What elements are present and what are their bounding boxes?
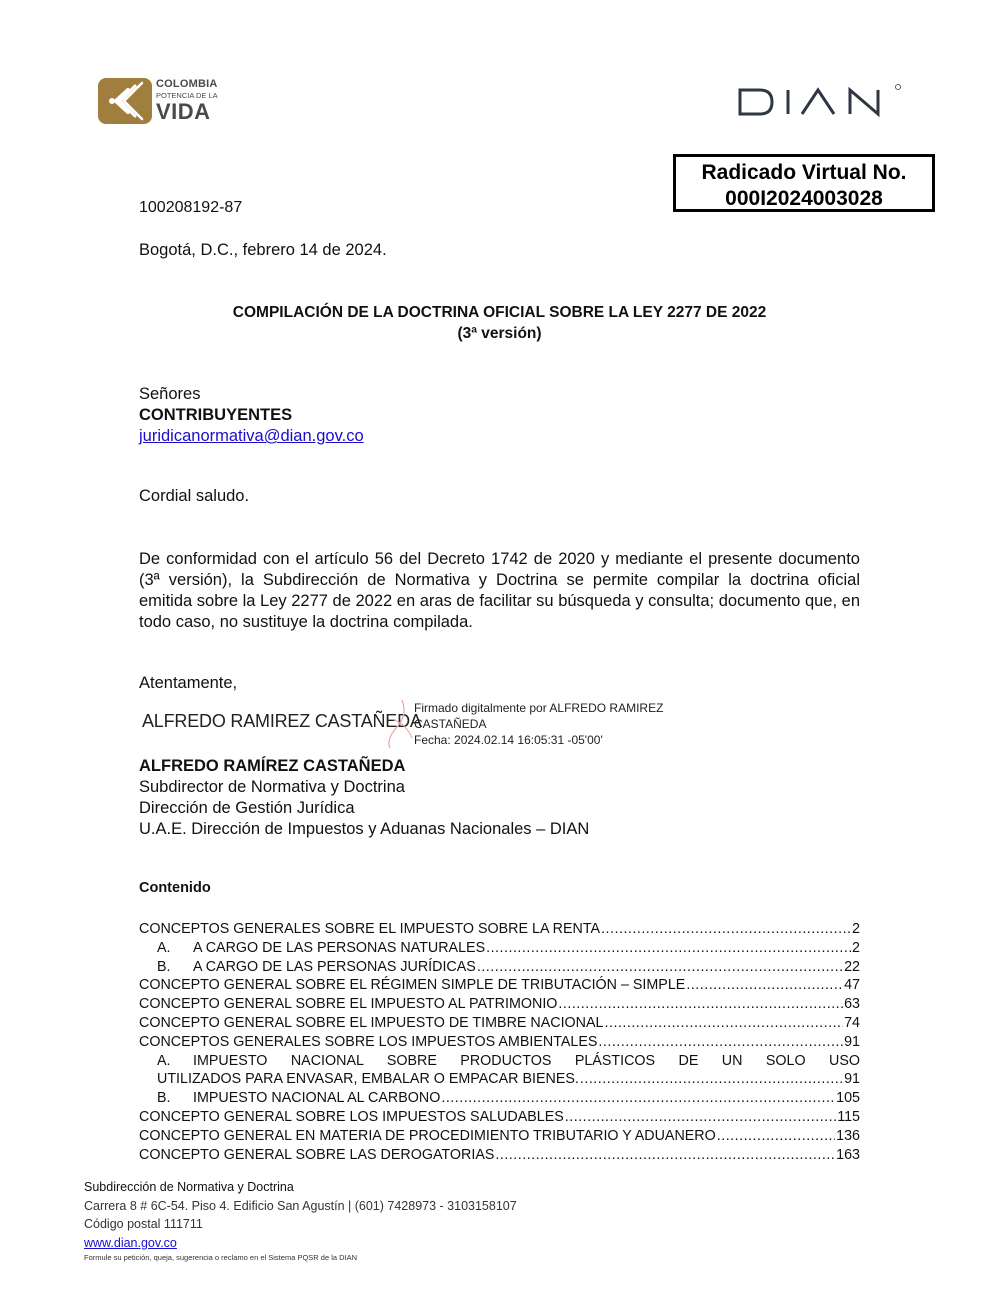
radicado-number: 000I2024003028 [725,187,883,210]
toc-entry-page: 91 [844,1071,860,1088]
toc-entry-page: 163 [836,1146,860,1163]
toc-entry-page: 74 [844,1014,860,1031]
toc-entry-text: CONCEPTO GENERAL EN MATERIA DE PROCEDIMIENTO TRIBUTARIO Y ADUANERO [139,1127,716,1144]
footer-title: Subdirección de Normativa y Doctrina [84,1180,294,1194]
signature-name: ALFREDO RAMIREZ CASTAÑEDA [142,711,422,731]
toc-heading: Contenido [139,880,211,896]
toc-entry-text: CONCEPTO GENERAL SOBRE EL IMPUESTO DE TIMBRE NACIONAL [139,1014,604,1031]
signature-info-line1: Firmado digitalmente por ALFREDO RAMIREZ [414,701,664,715]
toc-entry-text: CONCEPTO GENERAL SOBRE LOS IMPUESTOS SALUDABLES [139,1108,564,1125]
toc-entry[interactable] [139,939,860,958]
signer-block [139,756,589,840]
toc-entry[interactable] [139,920,860,939]
toc-entry-page: 136 [836,1127,860,1144]
signature-info-line3: Fecha: 2024.02.14 16:05:31 -05'00' [414,733,603,747]
toc-entry-text: UTILIZADOS PARA ENVASAR, EMBALAR O EMPACAR BIENES. [157,1071,579,1088]
toc-entry-letter: A. [157,939,171,956]
toc-entry-text: A CARGO DE LAS PERSONAS NATURALES [193,939,486,956]
addressee-name: CONTRIBUYENTES [139,406,293,424]
toc-entry-text: CONCEPTO GENERAL SOBRE LAS DEROGATORIAS [139,1146,495,1163]
toc-entry[interactable] [139,995,860,1014]
dian-logo [738,82,904,127]
signer-name: ALFREDO RAMÍREZ CASTAÑEDA [139,757,406,775]
toc-entry-text: A CARGO DE LAS PERSONAS JURÍDICAS [193,958,476,975]
toc-entry-page: 22 [844,958,860,975]
toc-entry-text: CONCEPTO GENERAL SOBRE EL IMPUESTO AL PATRIMONIO [139,996,558,1013]
toc-entry-page: 47 [844,977,860,994]
body-paragraph: De conformidad con el artículo 56 del Decreto 1742 de 2020 y mediante el presente documento (3ª versión), la Subdirección de Normativa y Doctrina se permite compilar la doctrina oficial emitida sobre la Ley 2277 de 2022 en aras de facilitar su búsqueda y consulta; documento que, en todo caso, no sustituye la doctrina compilada. [139,550,860,631]
toc-entry-page: 2 [852,921,860,937]
logo-line1: COLOMBIA [156,78,218,90]
toc-entry-letter: A. [157,1052,171,1069]
footer-website-link[interactable]: www.dian.gov.co [84,1235,177,1250]
toc-entry[interactable] [139,1127,860,1146]
title-line2: (3ª versión) [457,325,542,342]
toc-entry-page: 2 [852,939,860,956]
signature-info-line2: CASTAÑEDA [414,717,487,731]
table-of-contents [139,920,860,1164]
greeting: Cordial saludo. [139,487,250,505]
toc-entry-continued[interactable] [139,1070,860,1089]
colombia-logo [98,76,238,128]
salutation: Señores [139,385,201,403]
toc-entry-letter: B. [157,1090,171,1107]
place-date: Bogotá, D.C., febrero 14 de 2024. [139,241,387,259]
radicado-box [673,154,935,212]
toc-entry-text: CONCEPTOS GENERALES SOBRE LOS IMPUESTOS AMBIENTALES [139,1033,598,1050]
toc-entry-page: 63 [844,996,860,1013]
radicado-label: Radicado Virtual No. [701,161,907,184]
toc-entry[interactable] [139,1146,860,1165]
document-number: 100208192-87 [139,199,243,216]
toc-entry[interactable] [139,1108,860,1127]
signature-info [414,700,663,748]
addressee [139,384,364,447]
logo-line3: VIDA [156,99,211,124]
toc-entry-page: 115 [837,1108,860,1125]
logo-line2: POTENCIA DE LA [156,91,218,100]
signer-role: Subdirector de Normativa y Doctrina [139,778,405,796]
toc-entry[interactable] [139,1014,860,1033]
toc-entry-text: IMPUESTO NACIONAL SOBRE PRODUCTOS PLÁSTICOS DE UN SOLO USO [193,1052,860,1069]
document-title [139,302,860,344]
colombia-emblem-icon [98,76,154,126]
toc-entry[interactable] [139,1033,860,1052]
addressee-email-link[interactable]: juridicanormativa@dian.gov.co [139,427,364,445]
toc-entry-letter: B. [157,958,171,975]
toc-entry-text: IMPUESTO NACIONAL AL CARBONO [193,1090,441,1107]
toc-entry-text: CONCEPTO GENERAL SOBRE EL RÉGIMEN SIMPLE DE TRIBUTACIÓN – SIMPLE [139,977,686,994]
footer-note: Formule su petición, queja, sugerencia o reclamo en el Sistema PQSR de la DIAN [84,1253,358,1262]
toc-entry[interactable] [139,976,860,995]
toc-entry[interactable] [139,1052,860,1071]
toc-entry-text: CONCEPTOS GENERALES SOBRE EL IMPUESTO SOBRE LA RENTA [139,921,601,937]
toc-entry-page: 91 [844,1033,860,1050]
closing: Atentamente, [139,674,238,692]
footer-address: Carrera 8 # 6C-54. Piso 4. Edificio San Agustín | (601) 7428973 - 3103158107 [84,1198,517,1213]
title-line1: COMPILACIÓN DE LA DOCTRINA OFICIAL SOBRE LA LEY 2277 DE 2022 [232,304,767,321]
footer-postal: Código postal 111711 [84,1217,203,1231]
page-footer [84,1178,517,1264]
toc-entry[interactable] [139,958,860,977]
signer-entity: U.A.E. Dirección de Impuestos y Aduanas Nacionales – DIAN [139,820,590,838]
toc-entry[interactable] [139,1089,860,1108]
toc-entry-page: 105 [836,1090,860,1107]
signer-office: Dirección de Gestión Jurídica [139,799,355,817]
